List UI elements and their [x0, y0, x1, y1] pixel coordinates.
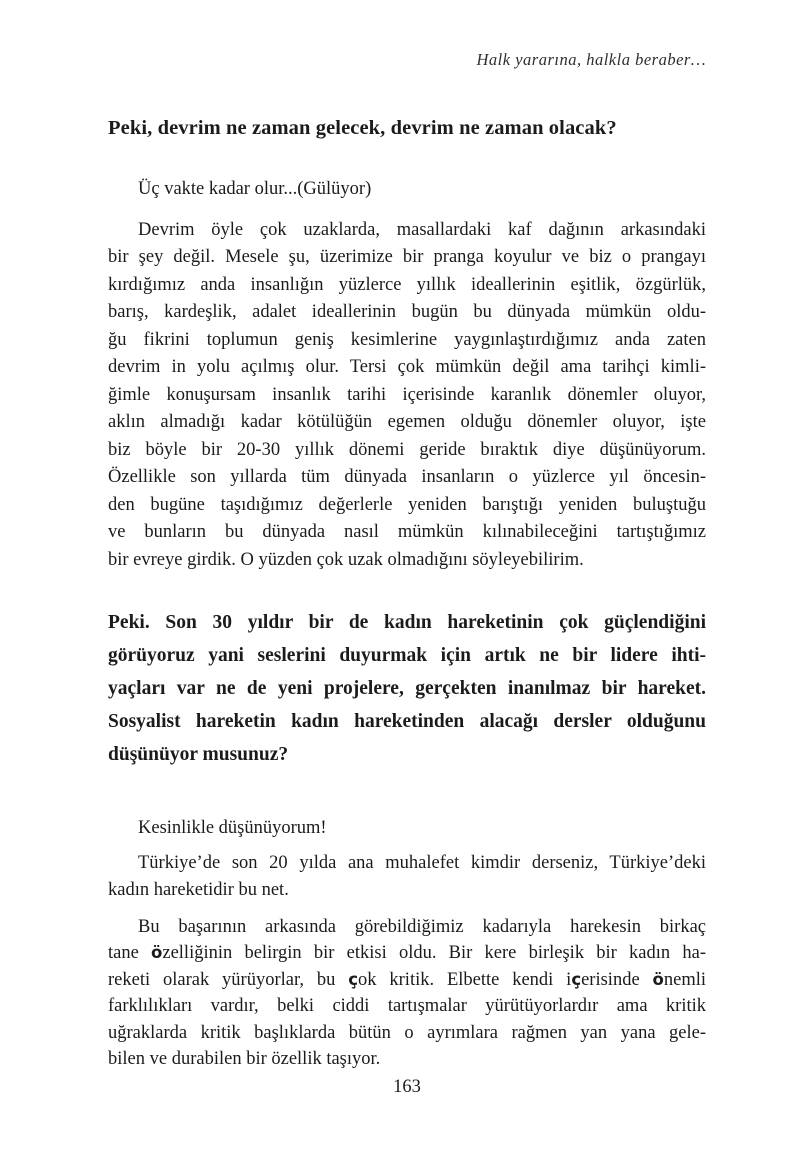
- text-line: kırdığımız anda insanlığın yüzlerce yıllık ideallerinin eşitlik, özgürlük,: [108, 274, 706, 295]
- paragraph-kesinlikle: [108, 815, 706, 843]
- text-line: [108, 993, 706, 1020]
- text-line: [108, 1046, 706, 1073]
- text-line: Türkiye’de son 20 yılda ana muhalefet kimdir derseniz, Türkiye’deki: [138, 852, 706, 873]
- text-line: Devrim öyle çok uzaklarda, masallardaki kaf dağının arkasındaki: [138, 219, 706, 240]
- text-line: Kesinlikle düşünüyorum!: [138, 818, 327, 838]
- text-segment: tane: [108, 943, 152, 963]
- text-line: Sosyalist hareketin kadın hareketinden alacağı dersler olduğunu: [108, 711, 706, 732]
- text-line: görüyoruz yani seslerini duyurmak için artık ne bir lidere ihti-: [108, 645, 706, 666]
- page-number: 163: [393, 1076, 421, 1097]
- text-segment: uğraklarda kritik başlıklarda bütün o ayrımlara rağmen yan yana gele-: [108, 1022, 706, 1043]
- bold-glyph: ç: [571, 969, 582, 989]
- text-line: [108, 940, 706, 967]
- text-line: biz böyle bir 20-30 yıllık dönemi geride bıraktık diye düşünüyorum.: [108, 439, 706, 460]
- text-line: bir evreye girdik. O yüzden çok uzak olmadığını söyleyebilirim.: [108, 549, 584, 570]
- bold-glyph: ö: [151, 943, 163, 962]
- text-segment: reketi olarak yürüyorlar, bu: [108, 969, 349, 990]
- text-line: ve bunların bu dünyada nasıl mümkün kılınabileceğini tartıştığımız: [108, 522, 706, 542]
- text-line: ğu fikrini toplumun geniş kesimlerine yaygınlaştırdığımız anda zaten: [108, 329, 706, 350]
- text-line: yaçları var ne de yeni projelere, gerçekten inanılmaz bir hareket.: [108, 678, 706, 699]
- running-header: Halk yararına, halkla beraber…: [476, 50, 706, 69]
- text-segment: nemli: [663, 969, 706, 990]
- paragraph-short-answer: [108, 176, 706, 204]
- interview-question-block: [108, 606, 706, 771]
- text-line: kadın hareketidir bu net.: [108, 880, 289, 900]
- paragraph-long-answer: [108, 217, 706, 575]
- text-segment: farklılıkları vardır, belki ciddi tartışmalar yürütüyorlardır ama kritik: [108, 996, 706, 1016]
- text-line: [108, 967, 706, 994]
- text-line: Üç vakte kadar olur...(Gülüyor): [138, 179, 372, 199]
- interview-question-heading: Peki, devrim ne zaman gelecek, devrim ne zaman olacak?: [108, 117, 617, 139]
- text-line: Özellikle son yıllarda tüm dünyada insanların o yüzlerce yıl öncesin-: [108, 467, 706, 487]
- text-line: düşünüyor musunuz?: [108, 744, 289, 765]
- text-line: den bugüne taşıdığımız değerlerle yeniden barıştığı yeniden buluştuğu: [108, 494, 706, 515]
- text-segment: zelliğinin belirgin bir etkisi oldu. Bir kere birleşik bir kadın ha-: [162, 943, 706, 963]
- text-line: aklın almadığı kadar kötülüğün egemen olduğu dönemler oluyor, işte: [108, 412, 706, 432]
- text-line: devrim in yolu açılmış olur. Tersi çok mümkün değil ama tarihçi kimli-: [108, 357, 706, 377]
- text-line: Peki. Son 30 yıldır bir de kadın hareketinin çok güçlendiğini: [108, 612, 706, 633]
- text-segment: bilen ve durabilen bir özellik taşıyor.: [108, 1049, 381, 1069]
- paragraph-basari: [108, 914, 706, 1073]
- text-line: barış, kardeşlik, adalet ideallerinin bugün bu dünyada mümkün oldu-: [108, 302, 706, 322]
- text-segment: erisinde: [581, 969, 653, 990]
- text-segment: ok kritik. Elbette kendi i: [358, 969, 572, 990]
- bold-glyph: ö: [652, 969, 664, 989]
- text-line: bir şey değil. Mesele şu, üzerimize bir pranga koyulur ve biz o prangayı: [108, 247, 706, 267]
- text-line: [108, 1020, 706, 1047]
- text-line: [108, 914, 706, 941]
- bold-glyph: ç: [348, 969, 359, 989]
- paragraph-turkiye: [108, 850, 706, 905]
- text-line: ğimle konuşursam insanlık tarihi içerisinde karanlık dönemler oluyor,: [108, 384, 706, 405]
- text-segment: Bu başarının arkasında görebildiğimiz kadarıyla harekesin birkaç: [138, 916, 706, 937]
